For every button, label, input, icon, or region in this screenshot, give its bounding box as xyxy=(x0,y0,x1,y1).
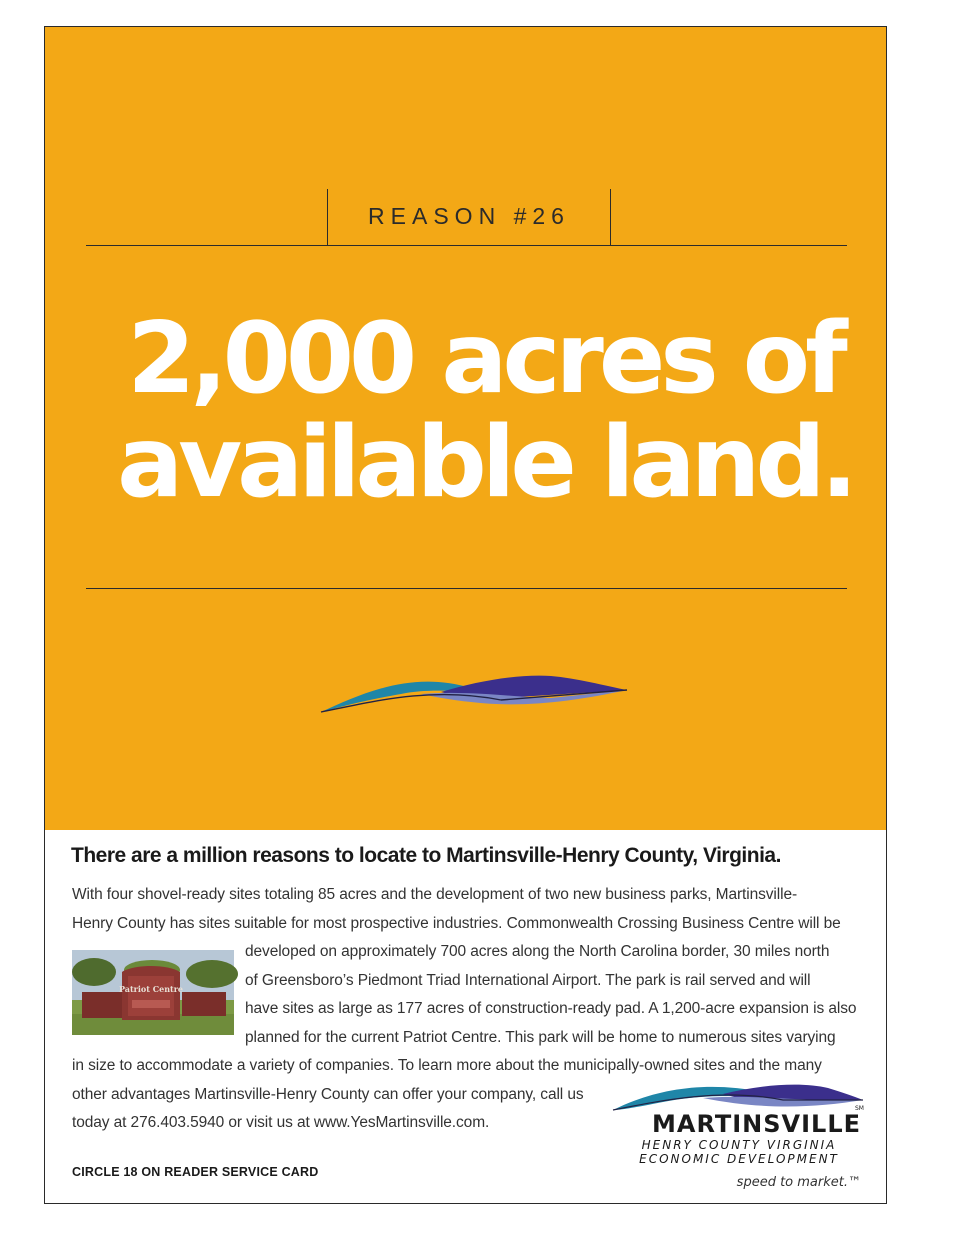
subhead: There are a million reasons to locate to Martinsville-Henry County, Virginia. xyxy=(71,844,781,867)
orange-panel xyxy=(45,27,886,830)
headline-line-1: 2,000 acres of xyxy=(127,302,843,416)
body-line: developed on approximately 700 acres along the North Carolina border, 30 miles north xyxy=(245,943,830,960)
patriot-centre-sign-photo xyxy=(72,950,234,1035)
reason-rule xyxy=(86,245,847,246)
ad-frame xyxy=(44,26,887,1204)
body-line: Henry County has sites suitable for most prospective industries. Commonwealth Crossing Business Centre will be xyxy=(72,915,841,932)
body-line: of Greensboro’s Piedmont Triad International Airport. The park is rail served and will xyxy=(245,972,811,989)
body-line: other advantages Martinsville-Henry County can offer your company, call us xyxy=(72,1086,584,1103)
body-line: today at 276.403.5940 or visit us at www.YesMartinsville.com. xyxy=(72,1114,490,1131)
martinsville-logo xyxy=(613,1080,873,1200)
body-line: in size to accommodate a variety of companies. To learn more about the municipally-owned sites and the many xyxy=(72,1057,822,1074)
logo-name: MARTINSVILLE xyxy=(651,1110,861,1138)
reason-label: REASON #26 xyxy=(368,203,570,229)
body-line: have sites as large as 177 acres of construction-ready pad. A 1,200-acre expansion is also xyxy=(245,1000,857,1017)
logo-tagline: speed to market.™ xyxy=(736,1175,861,1190)
reader-service-note: CIRCLE 18 ON READER SERVICE CARD xyxy=(72,1165,319,1179)
body-line: With four shovel-ready sites totaling 85 acres and the development of two new business parks, Martinsville- xyxy=(72,886,798,903)
logo-subtitle-county: HENRY COUNTY VIRGINIA xyxy=(641,1138,837,1152)
content-section xyxy=(45,830,886,1205)
sign-text: Patriot Centre xyxy=(118,984,184,994)
headline-rule xyxy=(86,588,847,589)
logo-subtitle-econ: ECONOMIC DEVELOPMENT xyxy=(639,1152,839,1166)
headline-line-2: available land. xyxy=(117,406,853,520)
body-line: planned for the current Patriot Centre. This park will be home to numerous sites varying xyxy=(245,1029,836,1046)
headline xyxy=(105,302,865,520)
sm-mark: SM xyxy=(855,1105,864,1112)
wave-emblem-icon xyxy=(321,672,627,717)
